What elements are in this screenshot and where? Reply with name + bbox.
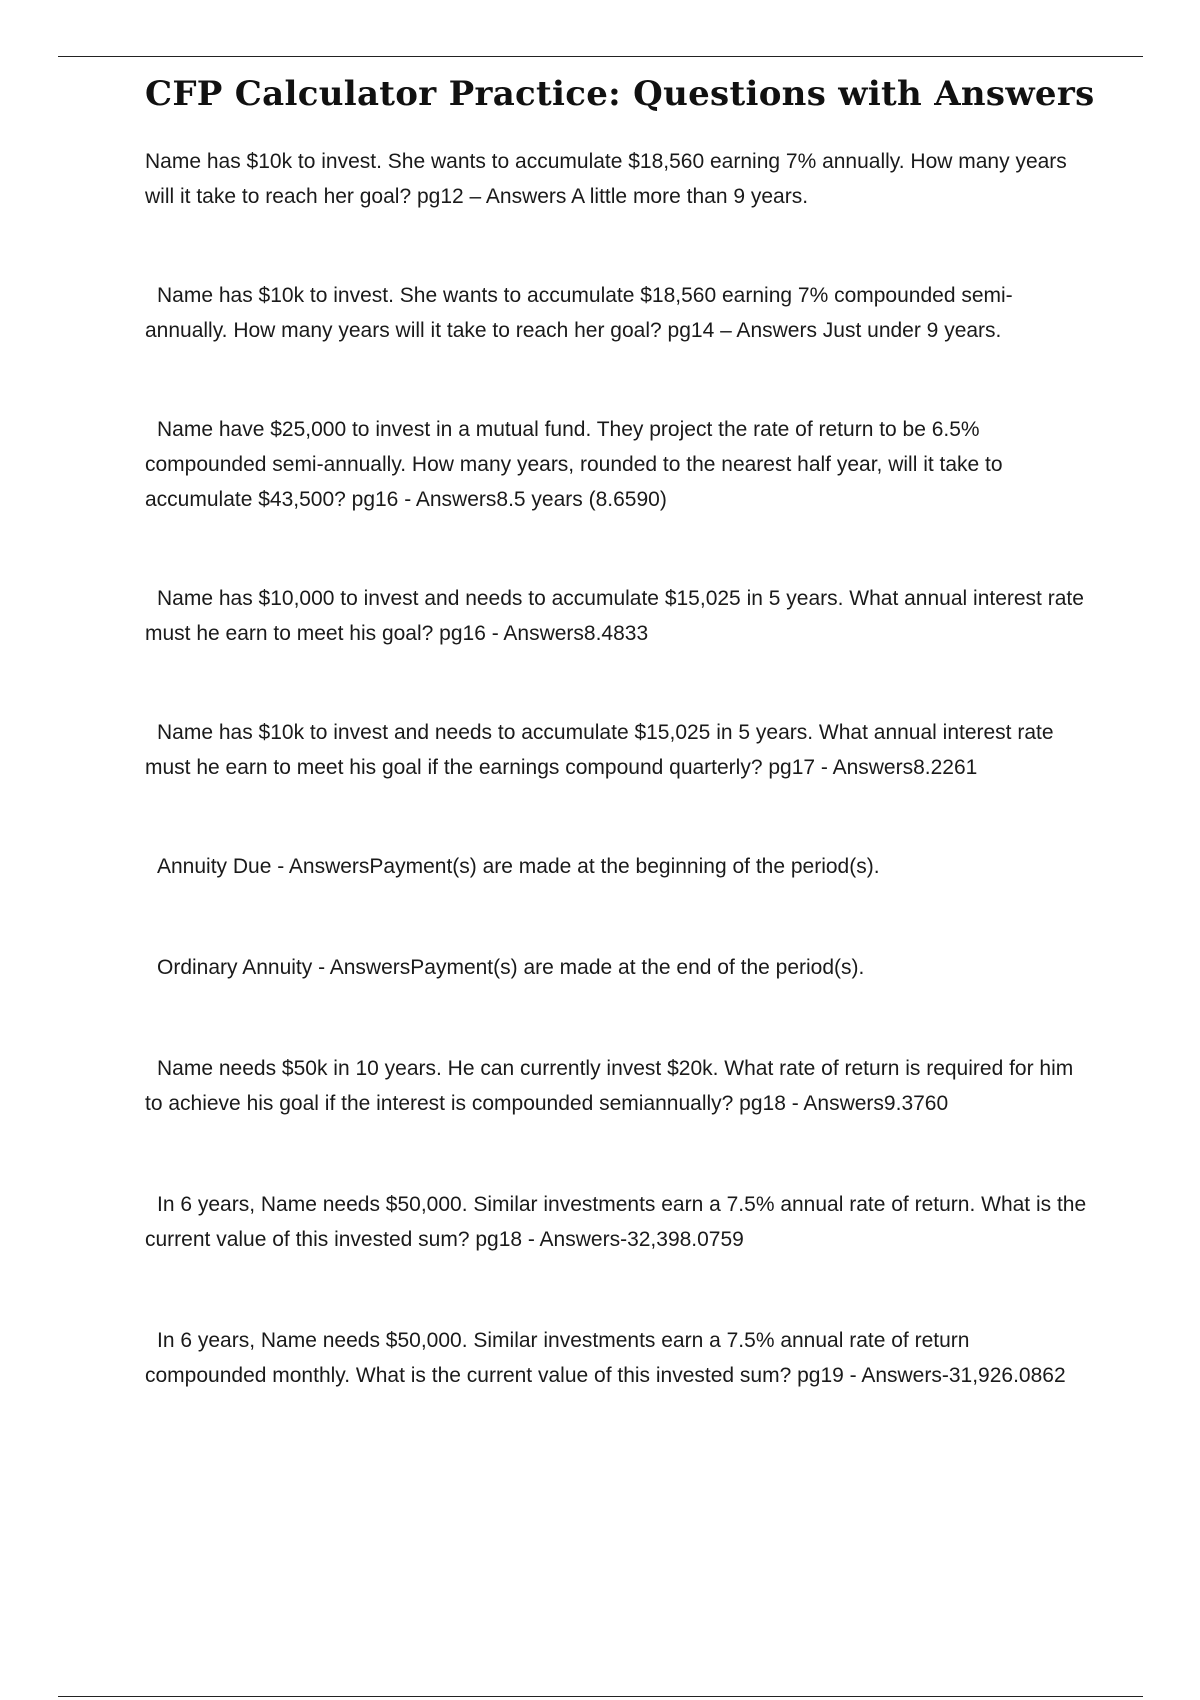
qa-entry-text: Name has $10,000 to invest and needs to accumulate $15,025 in 5 years. What annual interest rate must he earn to meet his goal? pg16 - Answers8.4833 <box>145 587 1084 645</box>
qa-entry-10 <box>145 1323 1090 1393</box>
qa-entry-4 <box>145 581 1090 651</box>
document-title: CFP Calculator Practice: Questions with Answers <box>145 74 1095 114</box>
qa-entry-text: Name has $10k to invest. She wants to accumulate $18,560 earning 7% annually. How many years will it take to reach her goal? pg12 – Answers A little more than 9 years. <box>145 150 1067 208</box>
qa-entry-6 <box>145 849 1090 884</box>
qa-entry-text: Name needs $50k in 10 years. He can currently invest $20k. What rate of return is required for him to achieve his goal if the interest is compounded semiannually? pg18 - Answers9.3760 <box>145 1057 1074 1115</box>
qa-entry-text: In 6 years, Name needs $50,000. Similar investments earn a 7.5% annual rate of return compounded monthly. What is the current value of this invested sum? pg19 - Answers-31,926.0862 <box>145 1329 1066 1387</box>
bottom-rule <box>58 1696 1143 1697</box>
qa-entry-text: Name has $10k to invest and needs to accumulate $15,025 in 5 years. What annual interest rate must he earn to meet his goal if the earnings compound quarterly? pg17 - Answers8.2261 <box>145 721 1054 779</box>
qa-entry-text: Name have $25,000 to invest in a mutual fund. They project the rate of return to be 6.5% compounded semi-annually. How many years, rounded to the nearest half year, will it take to accumulate $43,500? pg16 - Answers8.5 years (8.6590) <box>145 418 1003 511</box>
qa-entry-7 <box>145 950 1090 985</box>
qa-entry-9 <box>145 1187 1090 1257</box>
document-body <box>145 144 1090 1393</box>
qa-entry-text: In 6 years, Name needs $50,000. Similar investments earn a 7.5% annual rate of return. What is the current value of this invested sum? pg18 - Answers-32,398.0759 <box>145 1193 1087 1251</box>
qa-entry-8 <box>145 1051 1090 1121</box>
qa-entry-5 <box>145 715 1090 785</box>
qa-entry-text: Annuity Due - AnswersPayment(s) are made at the beginning of the period(s). <box>157 855 880 878</box>
qa-entry-text: Name has $10k to invest. She wants to accumulate $18,560 earning 7% compounded semi-annually. How many years will it take to reach her goal? pg14 – Answers Just under 9 years. <box>145 284 1013 342</box>
qa-entry-text: Ordinary Annuity - AnswersPayment(s) are made at the end of the period(s). <box>157 956 865 979</box>
qa-entry-3 <box>145 412 1090 517</box>
qa-entry-2 <box>145 278 1090 348</box>
top-rule <box>58 56 1143 57</box>
qa-entry-1 <box>145 144 1090 214</box>
